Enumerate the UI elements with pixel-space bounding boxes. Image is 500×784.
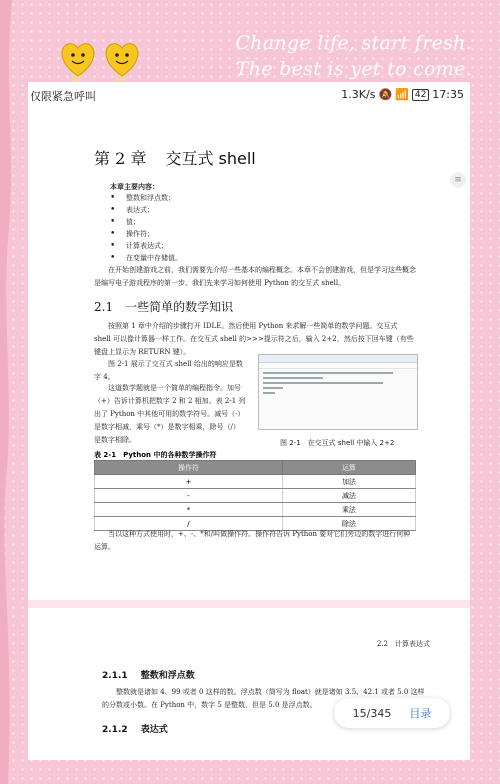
table-header: 操作符 [95,461,283,475]
page-indicator [334,698,450,728]
figure-caption: 图 2-1 在交互式 shell 中输入 2+2 [280,439,395,447]
subsection-title: 表达式 [140,725,168,735]
page-divider [28,600,470,608]
toc-button[interactable]: 目录 [409,707,432,720]
heart-stickers-icon [58,40,144,86]
paragraph: 这道数学题就是一个简单的编程指令。加号（+）告诉计算机把数字 2 和 2 相加。表 2-1 列出了 Python 中其他可用的数学符号。减号（-）是数字相减，乘号（*）是数字相乘，除号（/）是数字相除。 [94,384,246,444]
summary-item: • 在变量中存储值。 [110,252,182,264]
wifi-icon: 📶 [395,88,409,101]
paragraph: 图 2-1 展示了交互式 shell 给出的响应是数字 4。 [94,360,243,381]
carrier-text: 仅限紧急呼叫 [30,90,96,103]
tagline-line-1: Change life, start fresh. [235,32,472,54]
figure-menubar [259,363,417,369]
running-head: 2.2 计算表达式 [376,640,430,648]
subsection-number: 2.1.2 [102,725,128,735]
paragraph: 整数就是诸如 4、99 或者 0 这样的数。浮点数（简写为 float）就是诸如 3.5、42.1 或者 5.0 这样的分数或小数。在 Python 中，数字 5 是整数，但是 5.0 是浮点数。 [102,688,425,709]
section-title: 一些简单的数学知识 [125,300,234,314]
chapter-number: 第 2 章 [94,149,147,168]
subsection-heading [102,722,168,735]
side-menu-handle-icon[interactable]: ≡ [450,172,466,188]
tagline-line-2: The best is yet to come. [235,58,472,80]
page-frame-left [0,0,16,784]
status-right [341,88,464,101]
intro-paragraph: 在开始创建游戏之前，我们需要先介绍一些基本的编程概念。本章不会创建游戏，但是学习这些概念是编写电子游戏程序的第一步。我们先来学习如何使用 Python 的交互式 shell。 [94,266,416,287]
summary-item: • 操作符； [110,228,182,240]
subsection-number: 2.1.1 [102,671,128,681]
chapter-heading [94,146,256,169]
paragraph: 按照第 1 章中介绍的步骤打开 IDLE。然后使用 Python 来求解一些简单的数学问题。交互式 shell 可以像计算器一样工作。在交互式 shell 的>>>提示符之后，输入 2+2，然后按下回车键（有些键盘上显示为 RETURN 键）。 [94,322,414,356]
summary-title: 本章主要内容： [110,182,159,191]
figure-shell-screenshot [258,354,418,430]
status-bar [28,82,470,106]
table-row: / 除法 [95,517,416,531]
mute-icon: 🔕 [378,88,393,101]
clock: 17:35 [432,88,464,101]
table-row: + 加法 [95,475,416,489]
operators-table [94,460,416,531]
section-number: 2.1 [94,300,114,314]
summary-item: • 表达式； [110,204,182,216]
page-count: 15/345 [352,706,392,720]
battery-level: 42 [412,89,429,101]
subsection-title: 整数和浮点数 [140,671,195,681]
network-speed: 1.3K/s [341,88,376,101]
chapter-title: 交互式 shell [165,149,256,168]
paragraph: 当以这种方式使用时，+、-、*和/叫做操作符。操作符告诉 Python 要对它们旁边的数字进行何种运算。 [94,530,411,551]
table-row: * 乘法 [95,503,416,517]
summary-item: • 计算表达式； [110,240,182,252]
table-row: - 减法 [95,489,416,503]
subsection-heading [102,668,195,681]
table-caption: 表 2-1 Python 中的各种数学操作符 [94,451,217,459]
figure-titlebar [259,355,417,363]
section-heading [94,298,233,315]
summary-list [110,192,182,264]
summary-item: • 值； [110,216,182,228]
summary-item: • 整数和浮点数； [110,192,182,204]
reader-page[interactable] [28,82,470,760]
table-header: 运算 [282,461,415,475]
decor-tagline [235,30,472,82]
